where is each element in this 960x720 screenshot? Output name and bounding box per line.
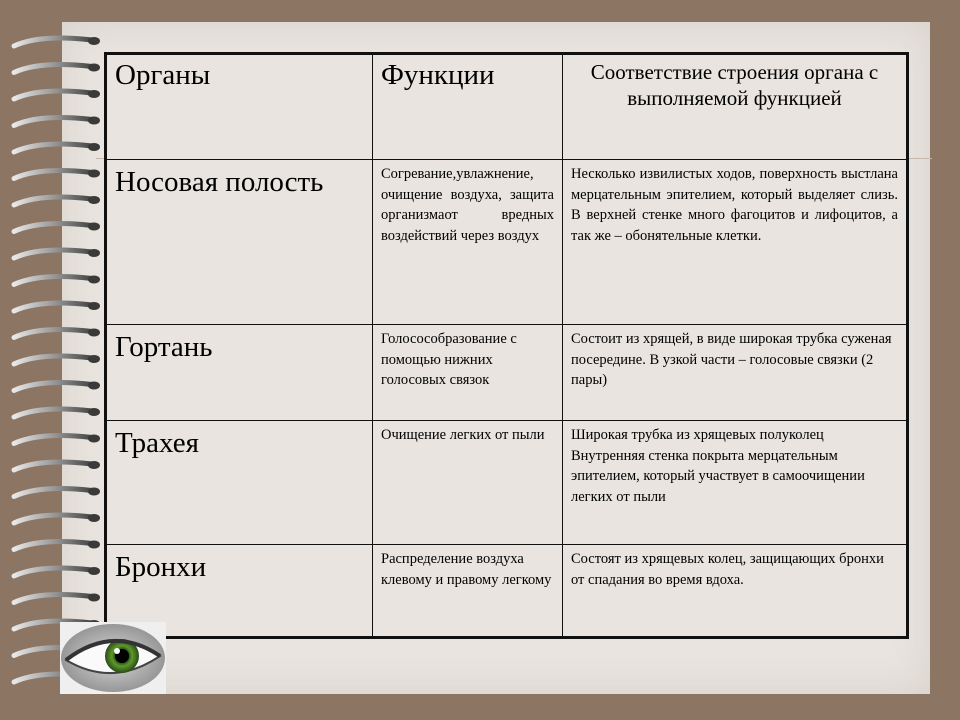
header-organs: Органы [106,54,373,160]
structure-cell: Широкая трубка из хрящевых полуколец Внутренняя стенка покрыта мерцательным эпителием, который участвует в самоочищении легких от пыли [563,421,908,545]
organ-cell: Бронхи [106,545,373,638]
function-cell: Очищение легких от пыли [373,421,563,545]
function-cell: Голосособразование с помощью нижних голосовых связок [373,325,563,421]
structure-cell: Состоит из хрящей, в виде широкая трубка суженая посередине. В узкой части – голосовые связки (2 пары) [563,325,908,421]
table-row [106,160,908,325]
table-header-row [106,54,908,160]
table-row [106,545,908,638]
structure-cell: Несколько извилистых ходов, поверхность выстлана мерцательным эпителием, который выделяет слизь. В верхней стенке много фагоцитов и лифоцитов, а так же – обонятельные клетки. [563,160,908,325]
header-structure: Соответствие строения органа с выполняемой функцией [563,54,908,160]
eye-icon [60,622,166,694]
organ-cell: Носовая полость [106,160,373,325]
organ-cell: Трахея [106,421,373,545]
structure-cell: Состоят из хрящевых колец, защищающих бронхи от спадания во время вдоха. [563,545,908,638]
organs-table [104,52,909,639]
table-row [106,325,908,421]
spiral-binding-icon [0,22,110,694]
function-cell: Распределение воздуха клевому и правому легкому [373,545,563,638]
function-cell: Согревание,увлажнение, очищение воздуха, защита организмаот вредных воздействий через воздух [373,160,563,325]
table-row [106,421,908,545]
header-functions: Функции [373,54,563,160]
organ-cell: Гортань [106,325,373,421]
